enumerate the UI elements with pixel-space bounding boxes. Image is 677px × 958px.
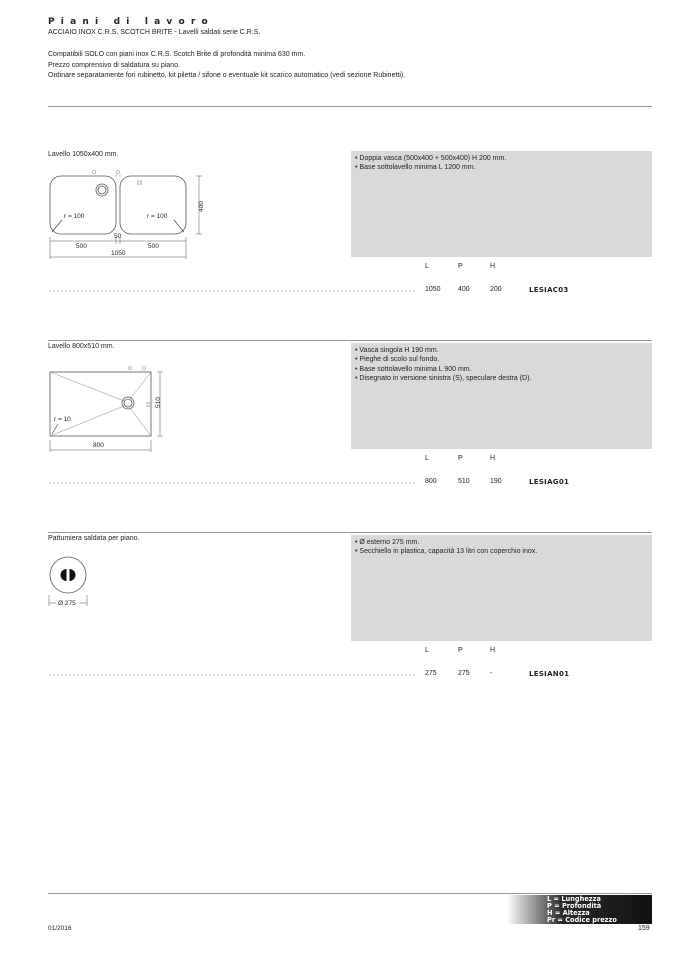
sink-bowl-left bbox=[50, 176, 116, 234]
col-header-p: P bbox=[458, 455, 463, 462]
value-l: 275 bbox=[425, 670, 437, 677]
col-header-l: L bbox=[425, 263, 429, 270]
intro-text bbox=[48, 50, 405, 82]
legend-item: L = Lunghezza bbox=[547, 895, 601, 903]
divider bbox=[48, 106, 652, 107]
note-line: • Doppia vasca (500x400 + 500x400) H 200 mm. bbox=[355, 155, 507, 162]
legend-item: Pr = Codice prezzo bbox=[547, 916, 617, 924]
value-l: 800 bbox=[425, 478, 437, 485]
product-notes bbox=[351, 151, 652, 257]
leader-dots bbox=[48, 290, 416, 292]
value-p: 275 bbox=[458, 670, 470, 677]
col-header-p: P bbox=[458, 647, 463, 654]
product-label: Lavello 1050x400 mm. bbox=[48, 151, 119, 158]
divider bbox=[48, 893, 652, 894]
value-h: 200 bbox=[490, 286, 502, 293]
col-header-h: H bbox=[490, 263, 496, 270]
diameter-dimension: Ø 275 bbox=[58, 600, 76, 607]
value-p: 510 bbox=[458, 478, 470, 485]
note-line: • Ø esterno 275 mm. bbox=[355, 539, 420, 546]
col-header-h: H bbox=[490, 647, 496, 654]
tap-hole-icon bbox=[128, 366, 131, 369]
divider bbox=[48, 532, 652, 533]
intro-line: Prezzo comprensivo di saldatura su piano. bbox=[48, 61, 180, 69]
total-width-dimension: 1050 bbox=[111, 250, 126, 257]
col-header-p: P bbox=[458, 263, 463, 270]
width-dimension: 500 bbox=[148, 243, 159, 250]
legend-box bbox=[507, 895, 652, 924]
product-code: LESIAN01 bbox=[529, 670, 570, 678]
product-notes bbox=[351, 343, 652, 449]
divider bbox=[48, 340, 652, 341]
tap-hole-icon bbox=[142, 366, 145, 369]
note-line: • Base sottolavello minima L 1200 mm. bbox=[355, 164, 476, 172]
value-l: 1050 bbox=[425, 286, 441, 293]
legend-item: P = Profondità bbox=[547, 902, 602, 910]
col-header-h: H bbox=[490, 455, 496, 462]
leader-dots bbox=[48, 482, 416, 484]
leader-dots bbox=[48, 674, 416, 676]
product-code: LESIAC03 bbox=[529, 286, 569, 294]
width-dimension: 500 bbox=[76, 243, 87, 250]
product-label: Lavello 800x510 mm. bbox=[48, 343, 115, 350]
bin-circle bbox=[50, 557, 86, 593]
gap-dimension: 50 bbox=[114, 233, 122, 240]
value-p: 400 bbox=[458, 286, 470, 293]
product-label: Pattumiera saldata per piano. bbox=[48, 535, 140, 542]
bin-drawing bbox=[44, 553, 104, 613]
tap-hole-icon bbox=[92, 170, 95, 173]
intro-line: Compatibili SOLO con piani inox C.R.S. Scotch Brite di profondità minima 630 mm. bbox=[48, 51, 306, 58]
col-header-l: L bbox=[425, 455, 429, 462]
product-notes bbox=[351, 535, 652, 641]
depth-dimension: 400 bbox=[198, 201, 205, 212]
note-line: • Vasca singola H 190 mm. bbox=[355, 347, 439, 354]
value-h: 190 bbox=[490, 478, 502, 485]
depth-dimension: 510 bbox=[155, 397, 162, 408]
single-sink-drawing bbox=[44, 362, 174, 454]
double-sink-drawing bbox=[44, 168, 214, 262]
sink-bowl-right bbox=[120, 176, 186, 234]
col-header-l: L bbox=[425, 647, 429, 654]
sink-bowl bbox=[50, 372, 151, 436]
page-number: 159 bbox=[638, 925, 650, 932]
note-line: • Secchiello in plastica, capacità 13 litri con coperchio inox. bbox=[355, 548, 538, 556]
page-subtitle: ACCIAIO INOX C.R.S. SCOTCH BRITE - Lavelli saldati serie C.R.S. bbox=[48, 29, 261, 36]
product-code: LESIAG01 bbox=[529, 478, 570, 486]
legend-item: H = Altezza bbox=[547, 909, 590, 917]
note-line: • Pieghe di scolo sul fondo. bbox=[355, 356, 440, 364]
note-line: • Disegnato in versione sinistra (S), speculare destra (D). bbox=[355, 375, 532, 383]
intro-line: Ordinare separatamente fori rubinetto, kit piletta / sifone o eventuale kit scarico automatico (vedi sezione Rubinetti). bbox=[48, 72, 406, 79]
page-title: Piani di lavoro bbox=[48, 17, 214, 27]
note-line: • Base sottolavello minima L 900 mm. bbox=[355, 365, 472, 373]
width-dimension: 800 bbox=[93, 442, 104, 449]
radius-label: r = 100 bbox=[147, 213, 168, 220]
tap-hole-icon bbox=[116, 170, 119, 173]
footer-date: 01/2016 bbox=[48, 925, 72, 932]
value-h: - bbox=[490, 670, 493, 677]
radius-label: r = 100 bbox=[64, 213, 85, 220]
radius-label: r = 10 bbox=[54, 416, 71, 423]
